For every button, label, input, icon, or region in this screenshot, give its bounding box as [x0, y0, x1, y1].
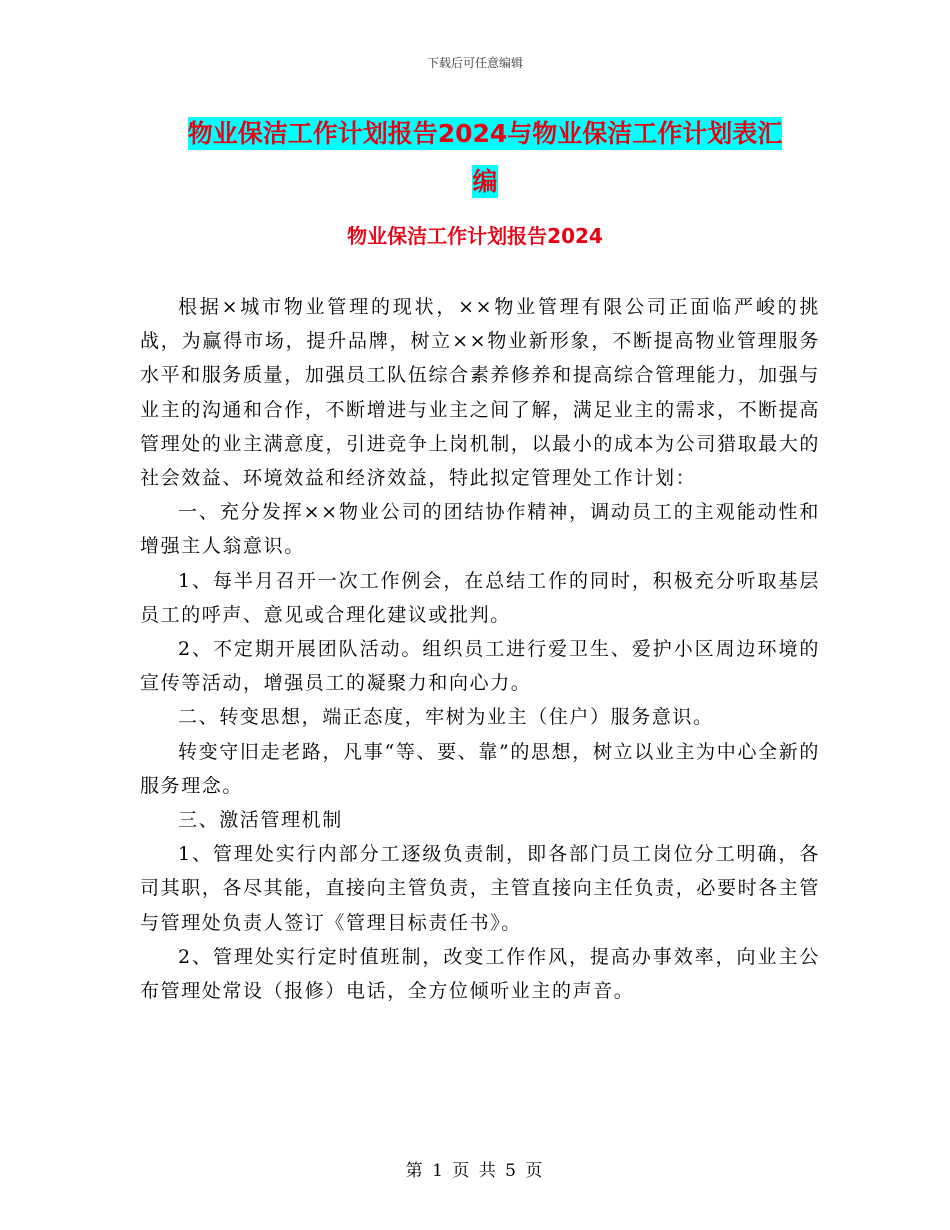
header-note: 下载后可任意编辑: [426, 56, 523, 70]
document-title: [140, 110, 830, 206]
paragraph-heading-1: 一、充分发挥××物业公司的团结协作精神，调动员工的主观能动性和增强主人翁意识。: [140, 501, 820, 558]
section-title: 物业保洁工作计划报告2024: [347, 224, 603, 248]
page-footer: [0, 1156, 950, 1181]
footer-prefix: 第: [405, 1161, 425, 1181]
paragraph-item-3-1: 1、管理处实行内部分工逐级负责制，即各部门员工岗位分工明确，各司其职，各尽其能，直接向主管负责，主管直接向主任负责，必要时各主管与管理处负责人签订《管理目标责任书》。: [140, 843, 820, 934]
document-title-line-2: 编: [472, 167, 498, 196]
paragraph-item-2-1: 转变守旧走老路，凡事“等、要、靠”的思想，树立以业主为中心全新的服务理念。: [140, 740, 820, 797]
paragraph-item-1-1: 1、每半月召开一次工作例会，在总结工作的同时，积极充分听取基层员工的呼声、意见或合理化建议或批判。: [140, 569, 820, 626]
footer-mid: 页 共: [452, 1161, 498, 1181]
footer-current-page: 1: [432, 1161, 445, 1181]
paragraph-intro: 根据×城市物业管理的现状，××物业管理有限公司正面临严峻的挑战，为赢得市场，提升品牌，树立××物业新形象，不断提高物业管理服务水平和服务质量，加强员工队伍综合素养修养和提高综合管理能力，加强与业主的沟通和合作，不断增进与业主之间了解，满足业主的需求，不断提高管理处的业主满意度，引进竞争上岗机制，以最小的成本为公司猎取最大的社会效益、环境效益和经济效益，特此拟定管理处工作计划：: [140, 296, 820, 490]
paragraph-item-1-2: 2、不定期开展团队活动。组织员工进行爱卫生、爱护小区周边环境的宣传等活动，增强员工的凝聚力和向心力。: [140, 638, 820, 695]
footer-total-pages: 5: [505, 1161, 518, 1181]
paragraph-heading-3: 三、激活管理机制: [178, 809, 343, 832]
paragraph-item-3-2: 2、管理处实行定时值班制，改变工作作风，提高办事效率，向业主公布管理处常设（报修）电话，全方位倾听业主的声音。: [140, 945, 820, 1003]
footer-suffix: 页: [525, 1161, 545, 1181]
document-body: [140, 290, 820, 1008]
document-title-line-1: 物业保洁工作计划报告2024与物业保洁工作计划表汇: [187, 119, 783, 148]
paragraph-heading-2: 二、转变思想，端正态度，牢树为业主（住户）服务意识。: [178, 706, 714, 729]
